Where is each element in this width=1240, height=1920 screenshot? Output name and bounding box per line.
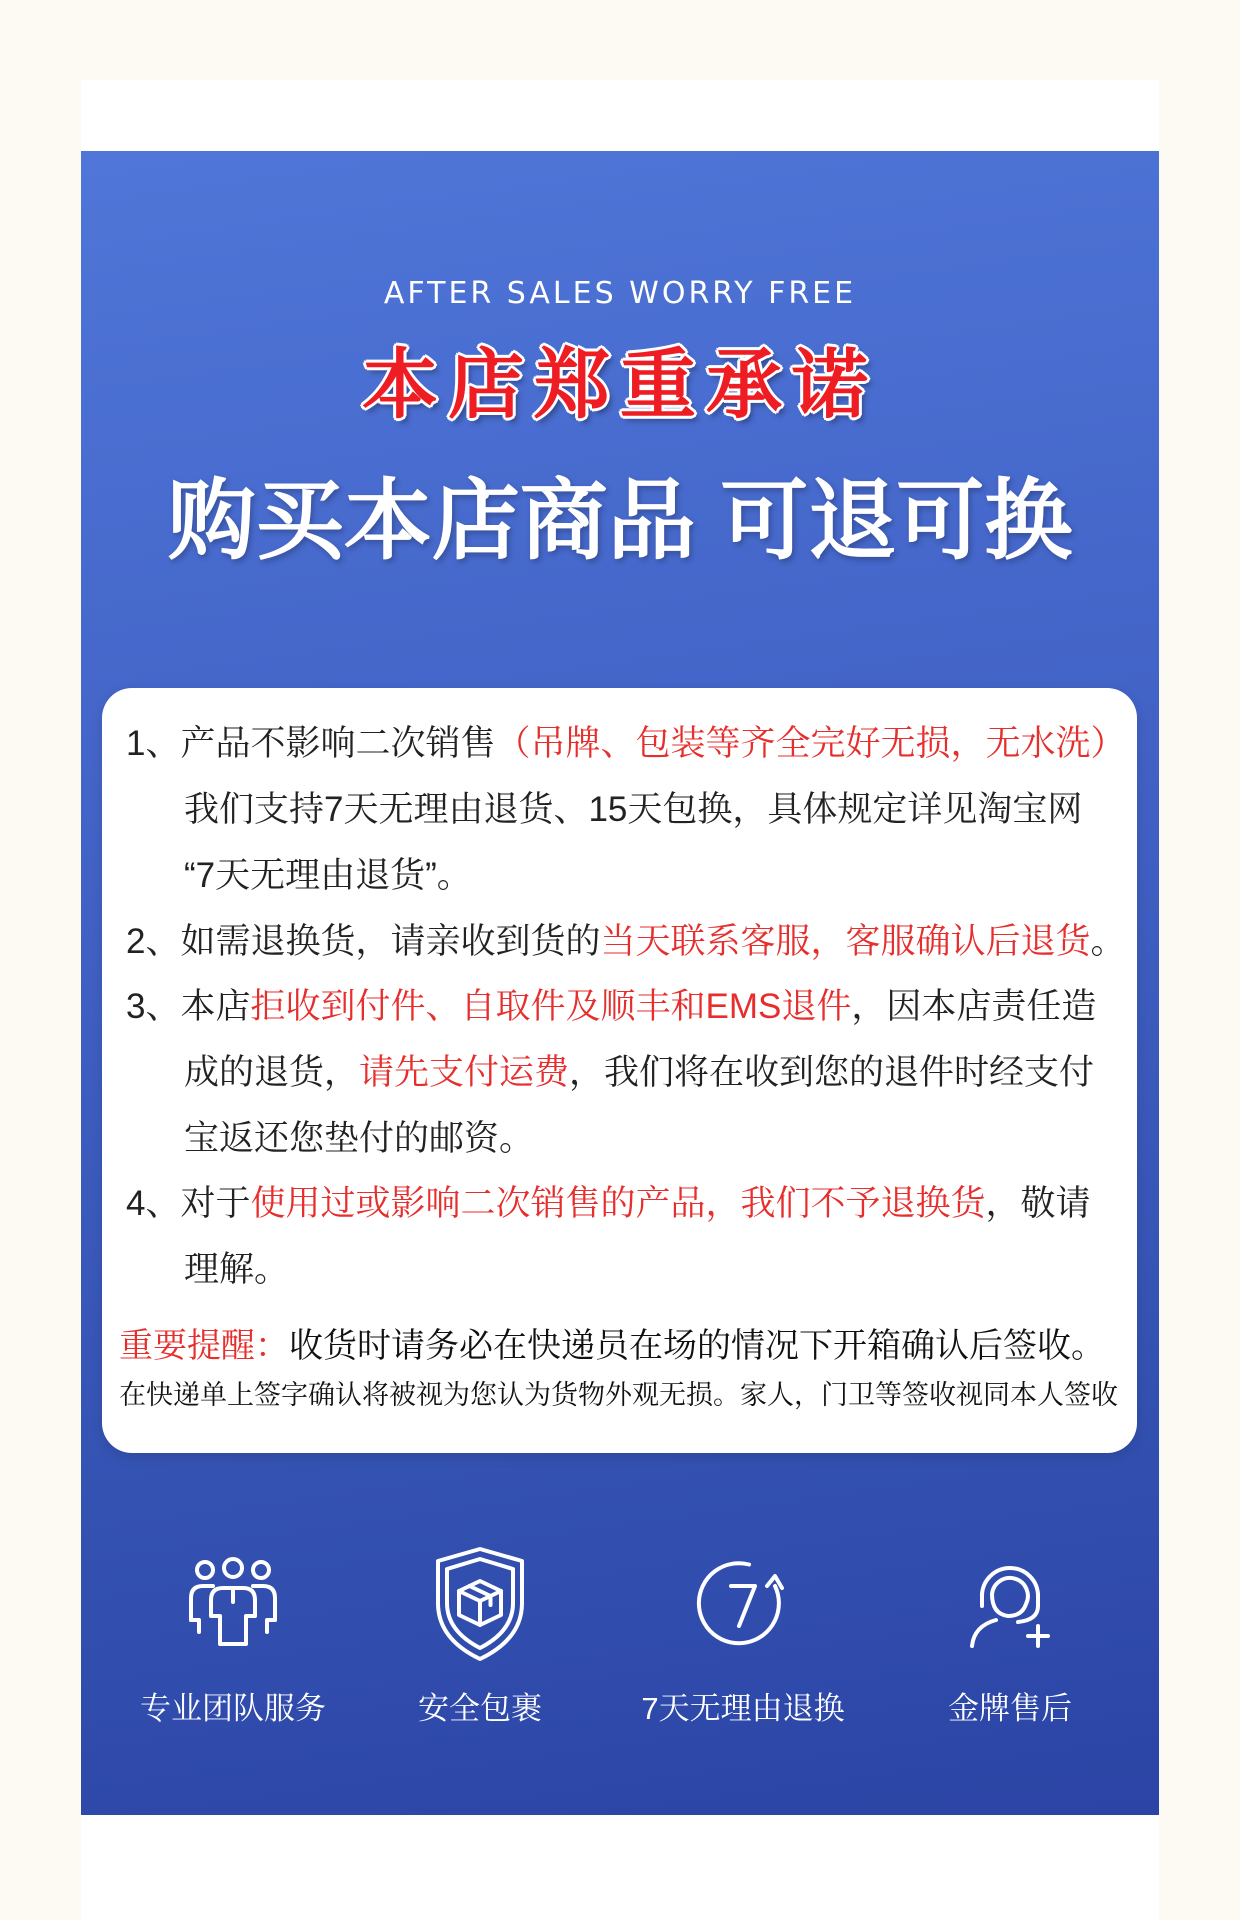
policy-text: 1、产品不影响二次销售 — [126, 724, 496, 763]
policy-line-7 — [184, 1106, 534, 1172]
feature-label: 安全包裹 — [418, 1691, 542, 1726]
seven-day-return-icon — [683, 1541, 803, 1667]
reminder-note: 在快递单上签字确认将被视为您认为货物外观无损。家人，门卫等签收视同本人签收 — [119, 1380, 1118, 1410]
policy-line-9 — [184, 1237, 289, 1303]
feature-label: 7天无理由退换 — [641, 1691, 845, 1726]
policy-text: 4、对于 — [126, 1184, 251, 1223]
feature-professional-team — [103, 1541, 363, 1741]
important-reminder — [119, 1321, 1105, 1371]
policy-line-2 — [184, 777, 1082, 843]
feature-seven-day-return — [613, 1541, 873, 1741]
shield-box-icon — [420, 1541, 540, 1667]
policy-text: “7天无理由退货”。 — [184, 856, 472, 895]
customer-service-icon — [950, 1541, 1070, 1667]
policy-text: 我们支持7天无理由退货、15天包换，具体规定详见淘宝网 — [184, 790, 1083, 829]
policy-text: 。 — [1090, 922, 1126, 961]
team-icon — [173, 1541, 293, 1667]
policy-card — [102, 688, 1137, 1453]
policy-highlight: 拒收到付件、自取件及顺丰和EMS退件 — [250, 987, 852, 1026]
policy-text: 理解。 — [184, 1250, 290, 1289]
after-sales-panel — [81, 151, 1159, 1815]
policy-highlight: 使用过或影响二次销售的产品，我们不予退换货 — [250, 1184, 986, 1223]
policy-highlight: 当天联系客服，客服确认后退货 — [600, 922, 1091, 961]
promise-title: 本店郑重承诺 — [362, 343, 878, 428]
policy-text: ，敬请 — [985, 1184, 1091, 1223]
policy-text: 成的退货， — [184, 1053, 360, 1092]
policy-line-8 — [126, 1171, 1091, 1237]
policy-line-5 — [126, 974, 1096, 1040]
policy-highlight: （吊牌、包装等齐全完好无损，无水洗） — [495, 724, 1126, 763]
policy-text: 2、如需退换货，请亲收到货的 — [126, 922, 601, 961]
reminder-text: 收货时请务必在快递员在场的情况下开箱确认后签收。 — [289, 1327, 1105, 1365]
feature-gold-service — [880, 1541, 1140, 1741]
policy-line-3 — [184, 843, 472, 909]
policy-line-6 — [184, 1040, 1094, 1106]
policy-line-4 — [126, 909, 1126, 975]
policy-text: ，因本店责任造 — [851, 987, 1097, 1026]
policy-text: ，我们将在收到您的退件时经支付 — [569, 1053, 1095, 1092]
feature-label: 专业团队服务 — [140, 1691, 326, 1726]
policy-text: 宝返还您垫付的邮资。 — [184, 1119, 535, 1158]
policy-highlight: 请先支付运费 — [359, 1053, 570, 1092]
tagline-english: AFTER SALES WORRY FREE — [383, 276, 857, 311]
feature-safe-packaging — [350, 1541, 610, 1741]
headline: 购买本店商品 可退可换 — [167, 471, 1073, 570]
policy-text: 3、本店 — [126, 987, 251, 1026]
policy-line-1 — [126, 711, 1125, 777]
reminder-label: 重要提醒： — [119, 1327, 289, 1365]
feature-label: 金牌售后 — [948, 1691, 1072, 1726]
